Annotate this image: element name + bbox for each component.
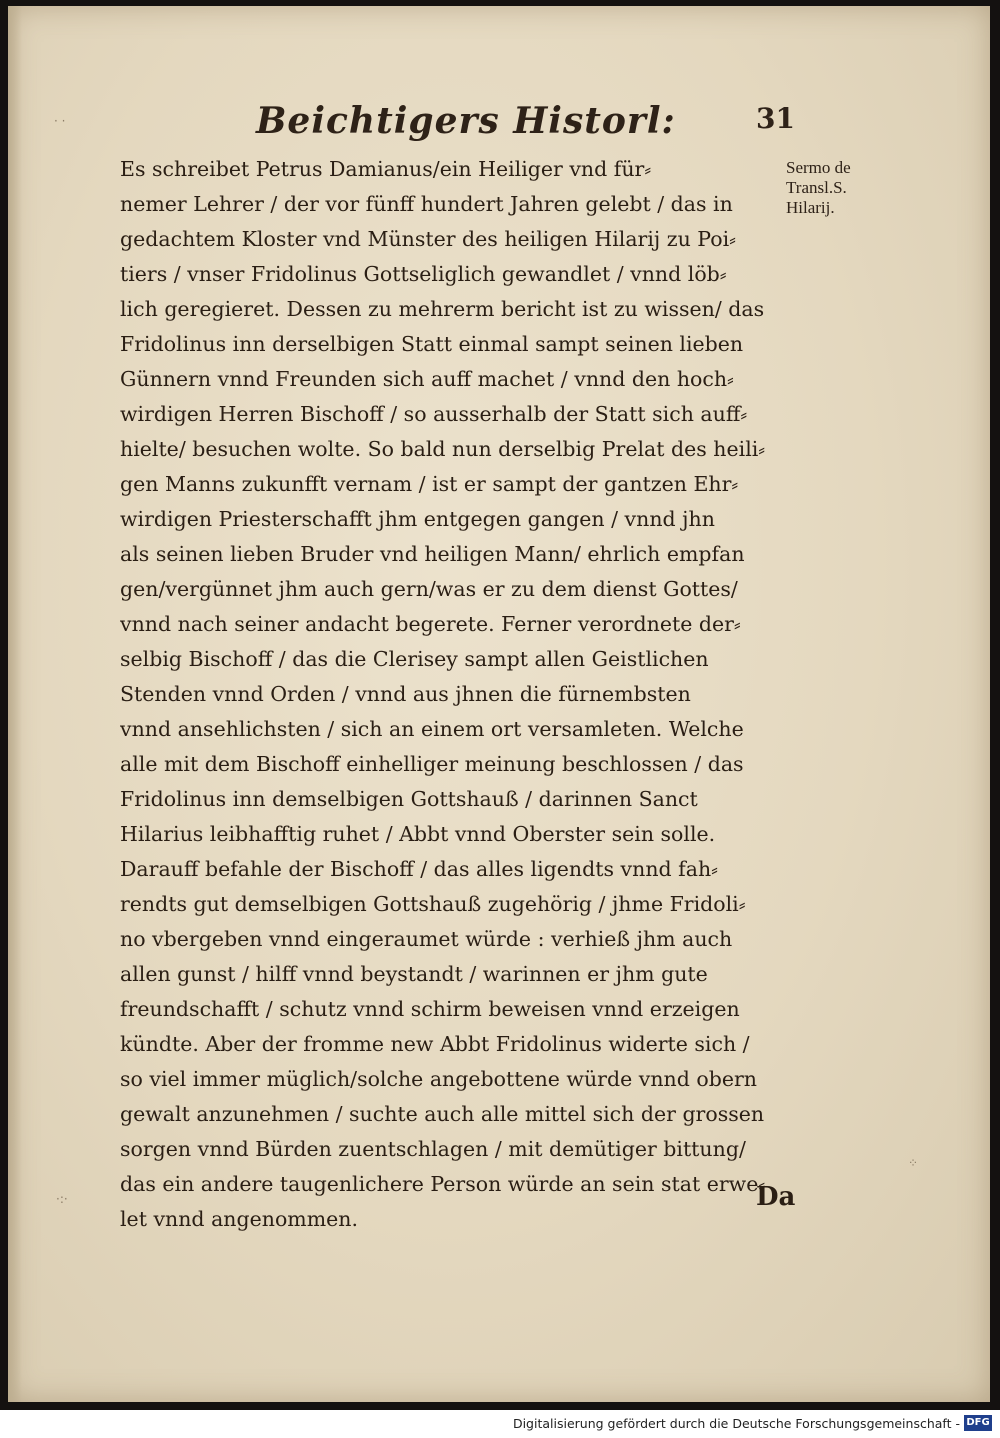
text-line: Stenden vnnd Orden / vnnd aus jhnen die fürnembsten	[120, 682, 691, 706]
text-line: alle mit dem Bischoff einhelliger meinung beschlossen / das	[120, 752, 744, 776]
text-line: Fridolinus inn demselbigen Gottshauß / darinnen Sanct	[120, 787, 698, 811]
page-number: 31	[756, 102, 795, 135]
binding-edge	[8, 6, 22, 1402]
text-line: gedachtem Kloster vnd Münster des heiligen Hilarij zu Poi⸗	[120, 227, 736, 251]
text-line: nemer Lehrer / der vor fünff hundert Jahren gelebt / das in	[120, 192, 733, 216]
text-line: als seinen lieben Bruder vnd heiligen Mann/ ehrlich empfan	[120, 542, 745, 566]
book-page	[8, 6, 990, 1402]
running-head: Beichtigers Historl:	[256, 100, 676, 142]
margin-note-line: Sermo de	[786, 158, 851, 177]
dfg-logo-icon: DFG	[964, 1415, 992, 1431]
footer-bar	[0, 1410, 1000, 1438]
margin-note-line: Transl.S.	[786, 178, 847, 197]
text-line: vnnd nach seiner andacht begerete. Ferner verordnete der⸗	[120, 612, 741, 636]
paper-speck: ·:·	[56, 1192, 68, 1206]
text-line: tiers / vnser Fridolinus Gottseliglich gewandlet / vnnd löb⸗	[120, 262, 727, 286]
text-line: allen gunst / hilff vnnd beystandt / warinnen er jhm gute	[120, 962, 708, 986]
paper-speck: ⁘	[908, 1156, 919, 1170]
text-line: freundschafft / schutz vnnd schirm beweisen vnnd erzeigen	[120, 997, 740, 1021]
text-line: gewalt anzunehmen / suchte auch alle mittel sich der grossen	[120, 1102, 765, 1126]
text-line: sorgen vnnd Bürden zuentschlagen / mit demütiger bittung/	[120, 1137, 746, 1161]
funding-credit: Digitalisierung gefördert durch die Deutsche Forschungsgemeinschaft -	[512, 1416, 960, 1431]
text-line: gen Manns zukunfft vernam / ist er sampt der gantzen Ehr⸗	[120, 472, 739, 496]
text-line: vnnd ansehlichsten / sich an einem ort versamleten. Welche	[120, 717, 744, 741]
catchword: Da	[756, 1182, 796, 1212]
text-line: lich geregieret. Dessen zu mehrerm bericht ist zu wissen/ das	[120, 297, 765, 321]
body-text	[120, 152, 810, 1237]
text-line: Darauff befahle der Bischoff / das alles ligendts vnnd fah⸗	[120, 857, 718, 881]
text-line: let vnnd angenommen.	[120, 1207, 359, 1231]
text-line: Hilarius leibhafftig ruhet / Abbt vnnd Oberster sein solle.	[120, 822, 716, 846]
text-line: hielte/ besuchen wolte. So bald nun derselbig Prelat des heili⸗	[120, 437, 766, 461]
paper-speck: · ·	[54, 114, 66, 128]
text-line: selbig Bischoff / das die Clerisey sampt allen Geistlichen	[120, 647, 709, 671]
text-line: Günnern vnnd Freunden sich auff machet / vnnd den hoch⸗	[120, 367, 734, 391]
text-line: gen/vergünnet jhm auch gern/was er zu dem dienst Gottes/	[120, 577, 738, 601]
text-line: Fridolinus inn derselbigen Statt einmal sampt seinen lieben	[120, 332, 744, 356]
margin-note-line: Hilarij.	[786, 198, 835, 217]
text-line: rendts gut demselbigen Gottshauß zugehörig / jhme Fridoli⸗	[120, 892, 746, 916]
text-line: das ein andere taugenlichere Person würde an sein stat erwe⸗	[120, 1172, 766, 1196]
text-line: no vbergeben vnnd eingeraumet würde : verhieß jhm auch	[120, 927, 733, 951]
text-line: kündte. Aber der fromme new Abbt Fridolinus widerte sich /	[120, 1032, 750, 1056]
text-line: wirdigen Herren Bischoff / so ausserhalb der Statt sich auff⸗	[120, 402, 748, 426]
text-line: so viel immer müglich/solche angebottene würde vnnd obern	[120, 1067, 757, 1091]
text-line: Es schreibet Petrus Damianus/ein Heiliger vnd für⸗	[120, 157, 652, 181]
text-line: wirdigen Priesterschafft jhm entgegen gangen / vnnd jhn	[120, 507, 715, 531]
